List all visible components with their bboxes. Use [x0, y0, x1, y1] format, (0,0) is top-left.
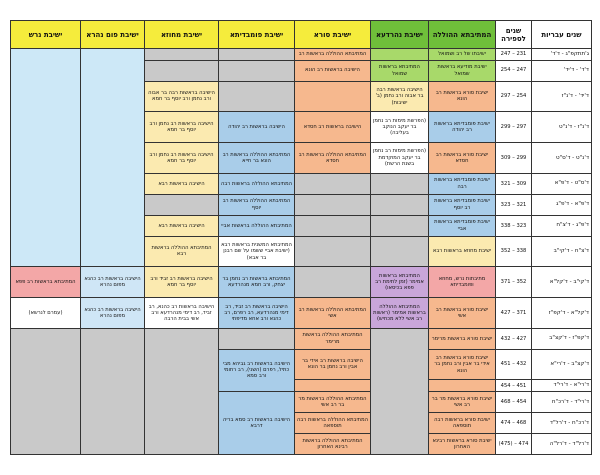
- header-pum-nahara: ישיבת פום נהרא: [81, 21, 145, 49]
- hatzlacha-cell: ישיבת סורא בראשות רבינא האחרון: [429, 433, 496, 454]
- pumbedita-cell: הישיבה בראשות רב יהודה: [219, 112, 295, 143]
- common-years-cell: 299 – 309: [496, 142, 532, 173]
- hatzlacha-cell: מתיבתות נרש, מחוזא ופומבדיתא: [429, 267, 496, 298]
- header-row: [11, 21, 592, 49]
- hatzlacha-cell: ישיבת סורא בראשות רב אידי בר אבין ורב נחמן בר הונא: [429, 349, 496, 380]
- hebrew-years-cell: ד'קל"א - ד'קפ"ז: [532, 297, 592, 328]
- common-years-cell: 297 – 299: [496, 112, 532, 143]
- sura-cell: הישיבה בראשות רב חסדא: [295, 112, 371, 143]
- mehoza-cell: הישיבה בראשות רב כהנא, רב זביד, רב דימי מנהרדעא ורב אשי בבית הרבה: [145, 297, 219, 328]
- hatzlacha-cell: ישיבת פומבדיתא בראשות רבה: [429, 173, 496, 194]
- common-years-cell: 309 – 321: [496, 173, 532, 194]
- hebrew-years-cell: ד'קי"ב - ד'קל"א: [532, 267, 592, 298]
- header-nares: ישיבת נרש: [11, 21, 81, 49]
- sura-cell: המתיבתא ההוללה בראשות רב אשי: [295, 297, 371, 328]
- hebrew-years-cell: ד'רכ"ח - ד'רל"ד: [532, 412, 592, 433]
- header-pumbedita: ישיבת פומבדיתא: [219, 21, 295, 49]
- nares-cell: [11, 49, 81, 267]
- sura-cell: המתיבתא ההוללה בראשות מרימר: [295, 328, 371, 349]
- hebrew-years-cell: ד'צ"ח - ד'קי"ב: [532, 236, 592, 267]
- hatzlacha-cell: ישיבת סורא בראשות רב הונא: [429, 81, 496, 112]
- hatzlacha-cell: ישיבת מחוזא בראשות רבא: [429, 236, 496, 267]
- common-years-cell: 247 – 254: [496, 60, 532, 81]
- mehoza-cell: הישיבה בראשות רבא: [145, 215, 219, 236]
- common-years-cell: 323 – 338: [496, 215, 532, 236]
- common-years-cell: 451 – 454: [496, 380, 532, 392]
- hebrew-years-cell: ג'תתקפ"ג - ד'ד': [532, 49, 592, 61]
- hatzlacha-cell: ישיבת סורא בראשות רבה תוספאה: [429, 412, 496, 433]
- hebrew-years-cell: ד'קפ"ז - ד'קצ"ב: [532, 328, 592, 349]
- nehardea-cell: [371, 215, 429, 236]
- sura-cell: המתיבתא ההוללה בראשות מר בר רב אשי: [295, 391, 371, 412]
- hatzlacha-cell: ישיבת סורא בראשות רב אשי: [429, 297, 496, 328]
- nehardea-cell: המתיבתא בראשות אמימר (זמן לתימת רב פפא בכיסאו): [371, 267, 429, 298]
- common-years-cell: 474 – (475): [496, 433, 532, 454]
- header-hebrew-years: שנים עבריות: [532, 21, 592, 49]
- pumbedita-cell: המתיבתא ההוללה בראשות אביי: [219, 215, 295, 236]
- header-common-years: שנים לספירה: [496, 21, 532, 49]
- nehardea-cell: המתיבתא בראשות שמואל: [371, 60, 429, 81]
- sura-cell: הישיבה בראשות רב הונא: [295, 60, 371, 81]
- pumbedita-cell: המתיבתא ההוללה בראשות רבה: [219, 173, 295, 194]
- hatzlacha-cell: ישיבת פומבדיתא בראשות רב יהודה: [429, 112, 496, 143]
- common-years-cell: 427 – 432: [496, 328, 532, 349]
- nehardea-cell: המתיבתא ההוללה בראשות אמימר (ראשות רב אשי ללא מכחיש): [371, 297, 429, 328]
- mehoza-cell: הישיבה בראשות רבה בר אבוה ורב נחמן ורב יוסף בר חמא: [145, 81, 219, 112]
- mehoza-cell: [145, 194, 219, 215]
- sura-cell: הישיבה בראשות רב אידי בר אבין ורב נחמן בר הונא: [295, 349, 371, 380]
- hebrew-years-cell: ד'נ"ט - ד'ס"ט: [532, 142, 592, 173]
- hebrew-years-cell: ד'פ"ג - ד'צ"ח: [532, 215, 592, 236]
- nehardea-cell: [371, 173, 429, 194]
- hebrew-years-cell: ד'רי"א - ד'רי"ד: [532, 380, 592, 392]
- pumbedita-cell: הישיבה בראשות רב גביהא מבי כתיל, רפרם (השני), רב רחומי ורב סמא: [219, 349, 295, 391]
- pumbedita-cell: [219, 328, 295, 349]
- sura-cell: [295, 236, 371, 267]
- nehardea-cell: [371, 49, 429, 61]
- yeshivot-timeline-sheet: [10, 20, 591, 455]
- hebrew-years-cell: ד'פ"א - ד'פ"ג: [532, 194, 592, 215]
- header-nehardea: ישיבת נהרדעא: [371, 21, 429, 49]
- header-sura: ישיבת סורא: [295, 21, 371, 49]
- header-hatzlacha: המתיבתא ההוללה: [429, 21, 496, 49]
- sura-cell: [295, 81, 371, 112]
- nehardea-cell: הישיבה בראשות רבה בר אבוה ורב נחמן (ב' ישיבות): [371, 81, 429, 112]
- hebrew-years-cell: ד'רל"ד - ד'רל"ה: [532, 433, 592, 454]
- sura-cell: המתיבתא ההוללה בראשות רבה תוספאה: [295, 412, 371, 433]
- pumbedita-cell: המתיבתא ההוללה בראשות רב הונא בר חייא: [219, 142, 295, 173]
- mehoza-cell: [145, 60, 219, 81]
- hebrew-years-cell: ד'ס"ט - ד'פ"א: [532, 173, 592, 194]
- common-years-cell: 432 – 451: [496, 349, 532, 380]
- sura-cell: המתיבתא ההוללה בראשות רבינא האחרון: [295, 433, 371, 454]
- hebrew-years-cell: ד'ד' - ד'יד': [532, 60, 592, 81]
- pumbedita-cell: הישיבה בראשות רב זביד, רב דימי מנהרדעא, רב רפרם, רב כהנא ורב אחא מדיפתי: [219, 297, 295, 328]
- sura-cell: המתיבתא ההוללה בראשות רב חסדא: [295, 142, 371, 173]
- pumbedita-cell: הישיבה בראשות רב סמא בריה דרבא: [219, 391, 295, 454]
- common-years-cell: 338 – 352: [496, 236, 532, 267]
- hebrew-years-cell: ד'נ"ז - ד'נ"ט: [532, 112, 592, 143]
- yeshivot-timeline-table: [10, 20, 592, 455]
- sura-cell: [295, 215, 371, 236]
- nares-cell: [11, 328, 81, 454]
- mehoza-cell: הישיבה בראשות רבא: [145, 173, 219, 194]
- pumbedita-cell: המתיבתא בראשות רב נחמן בר יצחק, ורב חמא מנהרדעא: [219, 267, 295, 298]
- nares-cell: (עמרם לנרשא): [11, 297, 81, 328]
- table-row: [11, 267, 592, 298]
- pum-nahara-cell: [81, 49, 145, 267]
- hebrew-years-cell: ד'קצ"ב - ד'רי"א: [532, 349, 592, 380]
- table-row: [11, 49, 592, 61]
- hebrew-years-cell: ד'יד' - ד'נ"ז: [532, 81, 592, 112]
- sura-cell: [295, 194, 371, 215]
- pum-nahara-cell: הישיבה בראשות רב כהנא מפום נהרא: [81, 267, 145, 298]
- nehardea-cell: [371, 194, 429, 215]
- hatzlacha-cell: ישיבת סורא בראשות רב חסדא: [429, 142, 496, 173]
- table-row: [11, 328, 592, 349]
- common-years-cell: 321 – 323: [496, 194, 532, 215]
- hatzlacha-cell: ישיבת סורא בראשות מרימר: [429, 328, 496, 349]
- nares-cell: המתיבתא בראשות רב פפא: [11, 267, 81, 298]
- common-years-cell: 454 – 468: [496, 391, 532, 412]
- hatzlacha-cell: ישיבתו של רב ושמואל: [429, 49, 496, 61]
- hatzlacha-cell: ישיבת סורא בראשות מר בר רב אשי: [429, 391, 496, 412]
- sura-cell: [295, 380, 371, 392]
- mehoza-cell: הישיבה בראשות רב נחמן ורב יוסף בר חמא: [145, 142, 219, 173]
- common-years-cell: 254 – 297: [496, 81, 532, 112]
- nehardea-cell: [371, 236, 429, 267]
- table-row: [11, 297, 592, 328]
- header-mehoza: ישיבת מחוזא: [145, 21, 219, 49]
- pumbedita-cell: [219, 81, 295, 112]
- sura-cell: [295, 267, 371, 298]
- pumbedita-cell: המתיבתא המשנית בראשות רבא (ישיבת אביי ששמו על שם רבנן בר אבא): [219, 236, 295, 267]
- hatzlacha-cell: ישיבת פומבדיתא בראשות אביי: [429, 215, 496, 236]
- common-years-cell: 231 – 247: [496, 49, 532, 61]
- hebrew-years-cell: ד'רי"ד - ד'רכ"ח: [532, 391, 592, 412]
- common-years-cell: 468 – 474: [496, 412, 532, 433]
- mehoza-cell: הישיבה בראשות רב זביד ורב יוסף בר חמא: [145, 267, 219, 298]
- pum-nahara-cell: [81, 328, 145, 454]
- hatzlacha-cell: [429, 380, 496, 392]
- nehardea-cell: [371, 328, 429, 454]
- hatzlacha-cell: ישיבת פומבדיתא בראשות רב יוסף: [429, 194, 496, 215]
- nehardea-cell: (הפרשת מימות רב נחמן בר יעקב הנוקב בעליבה): [371, 112, 429, 143]
- pumbedita-cell: [219, 60, 295, 81]
- common-years-cell: 371 – 427: [496, 297, 532, 328]
- mehoza-cell: הישיבה בראשות רב נחמן ורב יוסף בר חמא: [145, 112, 219, 143]
- sura-cell: [295, 173, 371, 194]
- mehoza-cell: [145, 328, 219, 454]
- pumbedita-cell: המתיבתא ההוללה בראשות רב יוסף: [219, 194, 295, 215]
- pumbedita-cell: [219, 49, 295, 61]
- pum-nahara-cell: הישיבה בראשות רב כהנא מפום נהרא: [81, 297, 145, 328]
- sura-cell: המתיבתא ההוללה בראשות רב: [295, 49, 371, 61]
- nehardea-cell: (הפרשת מימות רב נחמן בר יעקב המוקדמת בשנת הרשת): [371, 142, 429, 173]
- hatzlacha-cell: ישיבת מודיעא בראשות שמואל: [429, 60, 496, 81]
- mehoza-cell: [145, 49, 219, 61]
- mehoza-cell: המתיבתא ההוללה בראשות רבא: [145, 236, 219, 267]
- common-years-cell: 352 – 371: [496, 267, 532, 298]
